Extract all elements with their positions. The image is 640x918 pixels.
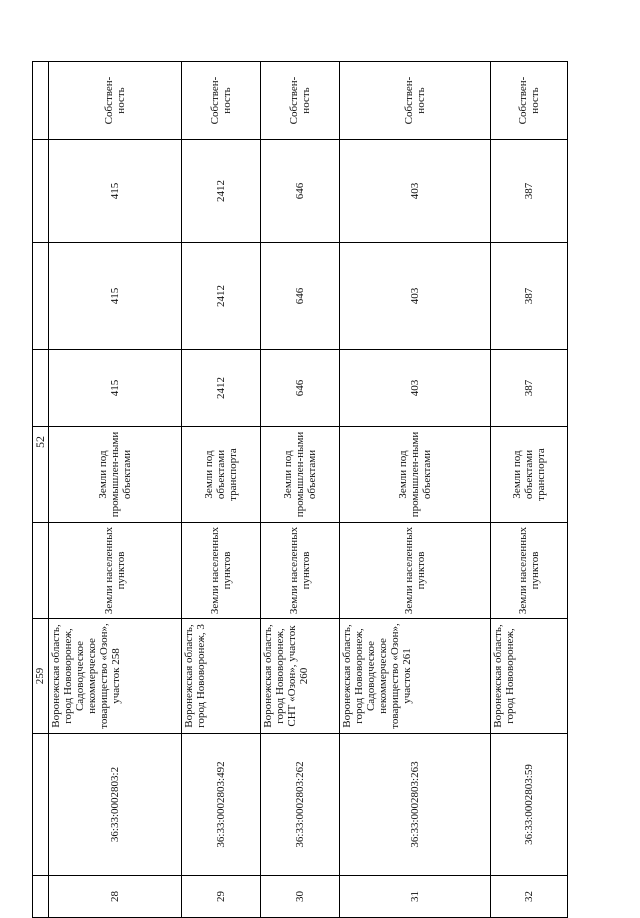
- table-header-fragment: [33, 62, 49, 918]
- table-row: [49, 62, 182, 918]
- cadastral-number: 36:33:0002803:2: [49, 734, 182, 876]
- cadastral-number: 36:33:0002803:263: [339, 734, 490, 876]
- table-row: [491, 62, 568, 918]
- address: Воронежская область, город Нововоронеж, СНТ «Озон», участок 260: [261, 619, 340, 734]
- row-number: 32: [491, 876, 568, 918]
- area-value: 403: [339, 243, 490, 350]
- area-value: 415: [49, 243, 182, 350]
- header-fragment-cell: [33, 243, 49, 350]
- cadastral-number: 36:33:0002803:262: [261, 734, 340, 876]
- address: Воронежская область, город Нововоронеж, Садоводческое некоммерческое товарищество «Озон», участок 261: [339, 619, 490, 734]
- area-value: 646: [261, 140, 340, 243]
- page-number: 52: [33, 436, 47, 448]
- area-value: 2412: [182, 140, 261, 243]
- permitted-use: Земли под промышлен-ными объектами: [339, 427, 490, 523]
- area-value: 387: [491, 243, 568, 350]
- header-fragment-cell: [33, 140, 49, 243]
- area-value: 415: [49, 140, 182, 243]
- header-fragment-cell: [33, 876, 49, 918]
- address: Воронежская область, город Нововоронеж,: [491, 619, 568, 734]
- area-value: 387: [491, 140, 568, 243]
- area-value: 403: [339, 140, 490, 243]
- header-fragment-address: 259: [33, 619, 49, 734]
- permitted-use: Земли под объектами транспорта: [491, 427, 568, 523]
- area-value: 646: [261, 350, 340, 427]
- header-fragment-cell: [33, 427, 49, 523]
- area-value: 403: [339, 350, 490, 427]
- permitted-use: Земли под промышлен-ными объектами: [49, 427, 182, 523]
- permitted-use: Земли под промышлен-ными объектами: [261, 427, 340, 523]
- row-number: 30: [261, 876, 340, 918]
- land-plots-table: [32, 61, 568, 918]
- address: Воронежская область, город Нововоронеж, 3: [182, 619, 261, 734]
- row-number: 28: [49, 876, 182, 918]
- table-row: [261, 62, 340, 918]
- address: Воронежская область, город Нововоронеж, Садоводческое некоммерческое товарищество «Озон», участок 258: [49, 619, 182, 734]
- permitted-use: Земли под объектами транспорта: [182, 427, 261, 523]
- right-type: Собствен-ность: [261, 62, 340, 140]
- rotated-table-container: [32, 62, 568, 918]
- cadastral-number: 36:33:0002803:492: [182, 734, 261, 876]
- right-type: Собствен-ность: [339, 62, 490, 140]
- cadastral-number: 36:33:0002803:59: [491, 734, 568, 876]
- table-row: [182, 62, 261, 918]
- land-category: Земли населенных пунктов: [491, 523, 568, 619]
- right-type: Собствен-ность: [49, 62, 182, 140]
- header-fragment-cell: [33, 350, 49, 427]
- table-row: [339, 62, 490, 918]
- land-category: Земли населенных пунктов: [339, 523, 490, 619]
- area-value: 415: [49, 350, 182, 427]
- right-type: Собствен-ность: [491, 62, 568, 140]
- area-value: 2412: [182, 243, 261, 350]
- header-fragment-cell: [33, 523, 49, 619]
- land-category: Земли населенных пунктов: [261, 523, 340, 619]
- area-value: 387: [491, 350, 568, 427]
- area-value: 646: [261, 243, 340, 350]
- row-number: 29: [182, 876, 261, 918]
- land-category: Земли населенных пунктов: [182, 523, 261, 619]
- row-number: 31: [339, 876, 490, 918]
- header-fragment-cell: [33, 62, 49, 140]
- header-fragment-cell: [33, 734, 49, 876]
- right-type: Собствен-ность: [182, 62, 261, 140]
- area-value: 2412: [182, 350, 261, 427]
- land-category: Земли населенных пунктов: [49, 523, 182, 619]
